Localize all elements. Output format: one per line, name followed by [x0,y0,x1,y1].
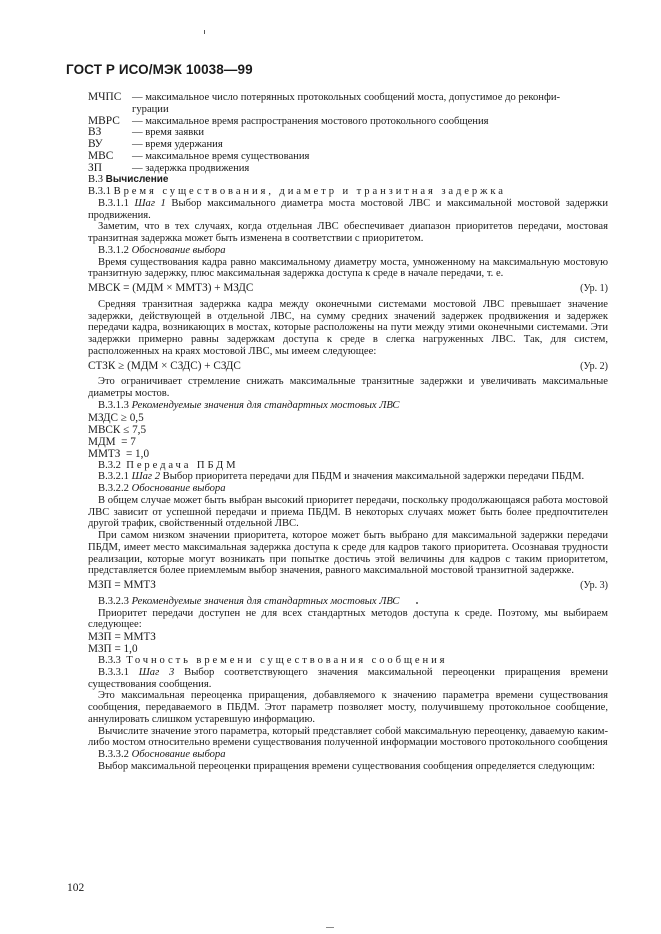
definition-text: — максимальное число потерянных протокольных сообщений моста, допустимое до реконфи- гурации [132,92,561,115]
subsection-heading: В.3.3 Точность времени существования сообщения [98,655,448,666]
paragraph: В общем случае может быть выбран высокий приоритет передачи, поскольку продолжающаяся работа мостовой ЛВС зависит от успешной передачи и приема ПБДМ. В некоторых случаях может быть более предпочтителен другой трафик, свойственный отдельной ЛВС. [88,494,608,530]
subsection-heading: В.3.2.2 Обоснование выбора [98,483,226,494]
definition-text: — максимальное время существования [132,150,310,162]
definition-row [88,151,608,163]
definition-row [88,127,608,139]
definition-abbr: ВЗ [88,126,102,139]
equation-formula: МЗП = ММТЗ [88,579,156,591]
equation [88,361,608,373]
equation-number: (Ур. 1) [580,283,608,294]
page-number: 102 [67,882,85,894]
paragraph: Заметим, что в тех случаях, когда отдельная ЛВС обеспечивает диапазон приоритетов передачи, мостовая транзитная задержка может быть изменена в соответствии с приоритетом. [88,221,608,244]
value-line: МДМ = 7 [88,435,136,448]
paragraph: Это максимальная переоценка приращения, добавляемого к значению параметра времени существования сообщения, передаваемого в ПБДМ. Этот параметр позволяет мосту, получившему протокольное сообщение, аннулировать слишком устаревшую информацию. [88,690,608,725]
definition-abbr: МВРС [88,114,120,127]
equation [88,580,608,592]
equation-formula: СТЗК ≥ (МДМ × СЗДС) + СЗДС [88,359,241,372]
equation [88,283,608,295]
definition-abbr: ЗП [88,161,102,174]
definition-abbr: ВУ [88,138,103,150]
paragraph: При самом низком значении приоритета, которое может быть выбрано для максимальной задержки передачи ПБДМ, имеет место максимальная задержка доступа к среде для кадров такого приоритета. Осознавая трудности реализации, которые могут возникать при попытке достичь этой величины для кадров с таким приоритетом, представляется более приемлемым выбор значения, равного максимальной мостовой транзитной задержке. [88,530,608,577]
value-line: МЗП = ММТЗ [88,631,156,643]
paragraph: В.3.1.1 Шаг 1 Выбор максимального диаметра моста мостовой ЛВС и максимальной мостовой задержки продвижения. [88,197,609,221]
equation-number: (Ур. 2) [580,360,608,372]
scan-mark [326,927,334,928]
paragraph: В.3.3.1 Шаг 3 Выбор соответствующего значения максимальной переоценки приращения времени существования сообщения. [88,666,608,690]
definition-text: — задержка продвижения [132,162,250,174]
paragraph: Выбор максимальной переоценки приращения времени существования сообщения определяется следующим: [98,760,595,772]
value-line: МЗДС ≥ 0,5 [88,411,144,424]
definition-abbr: МЧПС [88,91,122,103]
definition-text: — время заявки [132,127,205,139]
subsection-heading: В.3.2.3 Рекомендуемые значения для стандартных мостовых ЛВС [98,595,400,607]
paragraph: Это ограничивает стремление снижать максимальные транзитные задержки и увеличивать максимальные диаметры мостов. [88,376,608,399]
value-line: МЗП = 1,0 [88,643,138,655]
definition-row [88,139,608,151]
main-content [88,92,608,773]
paragraph: Вычислите значение этого параметра, который представляет собой максимальную переоценку, даваемую каким-либо мостом относительно времени существования полученной информации мостового протокольного сообщения [88,725,608,749]
paragraph: В.3.2.1 Шаг 2 Выбор приоритета передачи для ПБДМ и значения максимальной задержки передачи ПБДМ. [98,471,585,483]
subsection-heading: В.3.1.2 Обоснование выбора [98,244,226,256]
subsection-heading: В.3.3.2 Обоснование выбора [98,749,226,760]
definition-text: — время удержания [132,139,223,150]
definition-text: — максимальное время распространения мостового протокольного сообщения [132,115,489,127]
equation-formula: МВСК = (МДМ × ММТЗ) + МЗДС [88,282,254,294]
document-header: ГОСТ Р ИСО/МЭК 10038—99 [66,62,253,77]
paragraph: Средняя транзитная задержка кадра между оконечными системами мостовой ЛВС превышает значение задержки, действующей в отдельной ЛВС, на сумму средних значений задержек продвижения и задержек передачи кадра, возникающих в мостах, которые расположены на пути между этими оконечными системами. Эти задержки примерно равны задержкам доступа к среде в слегка нагруженных ЛВС. Так, для систем, расположенных на краях мостовой ЛВС, мы имеем следующее: [88,298,608,357]
definition-abbr: МВС [88,149,114,162]
value-line: МВСК ≤ 7,5 [88,423,147,436]
scan-mark [204,30,205,34]
definition-row [88,92,608,116]
equation-number: (Ур. 3) [580,580,608,591]
section-heading: В.3 Вычисление [88,174,169,186]
subsection-heading: В.3.1 Время существования, диаметр и транзитная задержка [88,186,506,197]
value-line: ММТЗ = 1,0 [88,447,150,460]
definition-row [88,116,608,128]
subsection-heading: В.3.1.3 Рекомендуемые значения для стандартных мостовых ЛВС [98,399,400,411]
definition-row [88,163,608,175]
subsection-heading: В.3.2 Передача ПБДМ [98,459,239,471]
paragraph: Приоритет передачи доступен не для всех стандартных методов доступа к среде. Поэтому, мы выбираем следующее: [88,607,608,631]
paragraph: Время существования кадра равно максимальному диаметру моста, умноженному на максимальную мостовую транзитную задержку, плюс максимальная задержка доступа к среде в начале передачи, т. е. [88,256,608,280]
scan-mark [416,602,418,604]
